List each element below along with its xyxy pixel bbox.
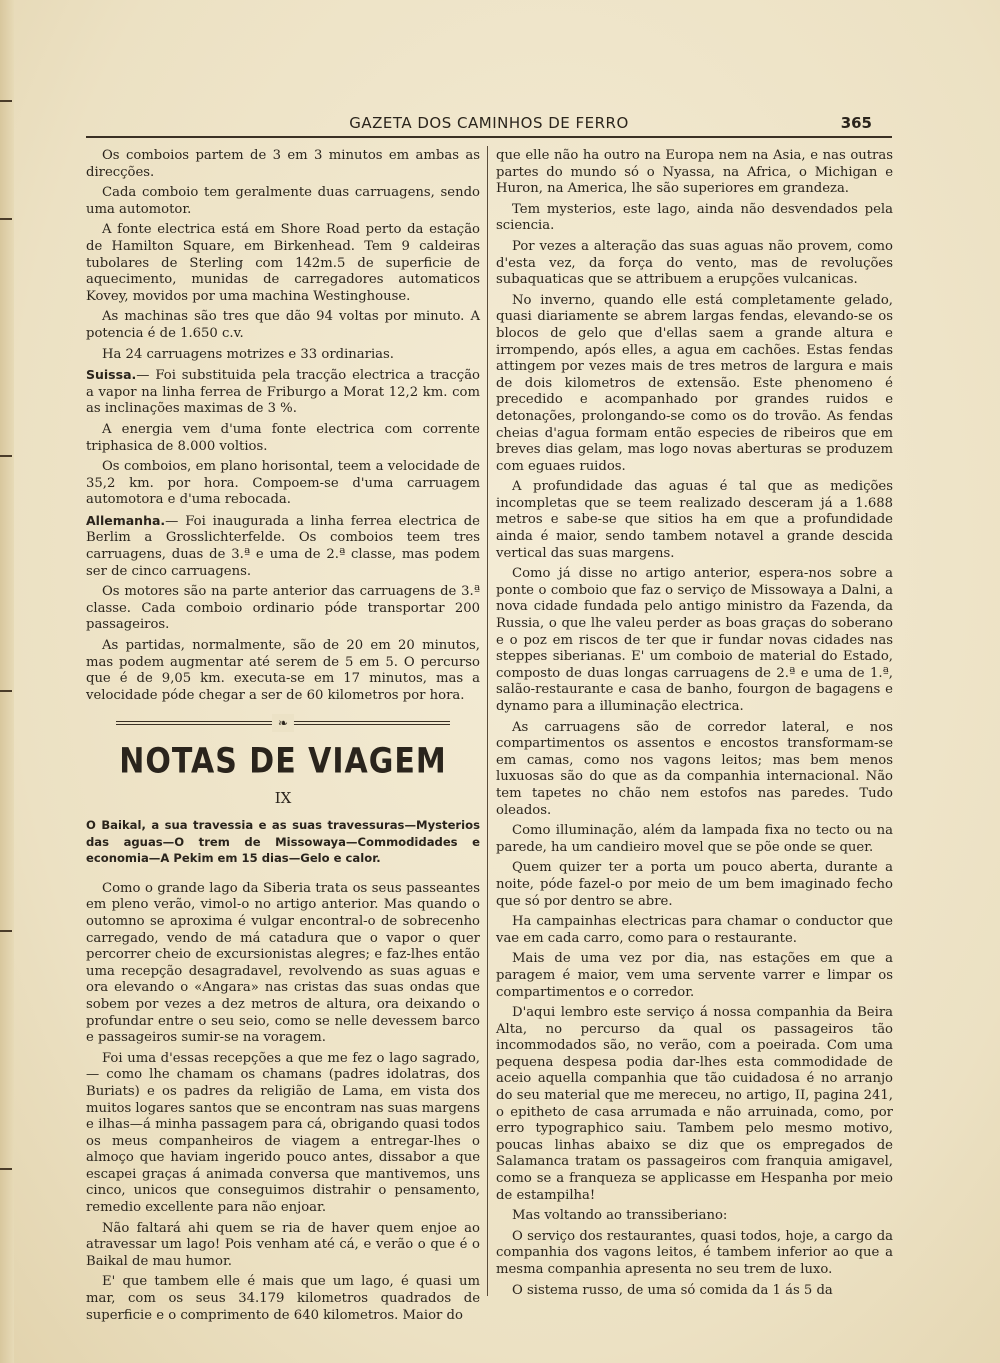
paragraph: Cada comboio tem geralmente duas carruagens, sendo uma automotor. xyxy=(86,185,480,217)
paragraph: No inverno, quando elle está completamente gelado, quasi diariamente se abrem largas fendas, elevando-se os blocos de gelo que d'ellas saem a grande altura e irrompendo, após elles, a agua em cachões. Estas fendas attingem por vezes mais de tres metros de largura e mais de dois kilometros de extensão. Este phenomeno é precedido e acompanhado por grandes ruidos e detonações, prolongando-se como os do trovão. As fendas cheias d'agua formam então especies de ribeiros que em breves dias gelam, mas logo novas aberturas se produzem com eguaes ruidos. xyxy=(496,292,893,474)
news-item-suissa xyxy=(86,367,480,418)
paragraph: Os motores são na parte anterior das carruagens de 3.ª classe. Cada comboio ordinario póde transportar 200 passageiros. xyxy=(86,584,480,633)
paragraph: Quem quizer ter a porta um pouco aberta, durante a noite, póde fazel-o por meio de um bem imaginado fecho que só por dentro se abre. xyxy=(496,860,893,909)
paragraph: O serviço dos restaurantes, quasi todos, hoje, a cargo da companhia dos vagons leitos, é tambem inferior ao que a mesma companhia apresenta no seu trem de luxo. xyxy=(496,1228,893,1277)
paragraph: Ha campainhas electricas para chamar o conductor que vae em cada carro, como para o restaurante. xyxy=(496,914,893,946)
news-item-lead: Allemanha. xyxy=(86,512,166,528)
section-divider-ornament xyxy=(86,714,480,732)
edge-mark xyxy=(0,100,12,102)
paragraph: Tem mysterios, este lago, ainda não desvendados pela sciencia. xyxy=(496,201,893,234)
paragraph: Por vezes a alteração das suas aguas não provem, como d'esta vez, da força do vento, mas de revoluções subaquaticas que se attribuem a erupções vulcanicas. xyxy=(496,238,893,288)
paragraph: A fonte electrica está em Shore Road perto da estação de Hamilton Square, em Birkenhead. Tem 9 caldeiras tubolares de Sterling com 142m.5 de superficie de aquecimento, munidas de carregadores automaticos Kovey, movidos por uma machina Westinghouse. xyxy=(86,222,480,304)
paragraph-continuation: que elle não ha outro na Europa nem na Asia, e nas outras partes do mundo só o Nyassa, na Africa, o Michigan e Huron, na America, lhe são superiores em grandeza. xyxy=(496,148,893,197)
news-item-text: — Foi inaugurada a linha ferrea electrica de Berlim a Grosslichterfelde. Os comboios teem tres carruagens, duas de 3.ª e uma de 2.ª classe, mas podem ser de cinco carruagens. xyxy=(86,513,480,579)
paragraph: E' que tambem elle é mais que um lago, é quasi um mar, com os seus 34.179 kilometros quadrados de superficie e o comprimento de 640 kilometros. Maior do xyxy=(86,1274,480,1323)
page-edge xyxy=(0,0,14,1363)
section-number: IX xyxy=(274,789,292,808)
page-number: 365 xyxy=(840,114,872,132)
right-column xyxy=(496,148,893,1308)
edge-mark xyxy=(0,690,12,692)
paragraph: Os comboios, em plano horisontal, teem a velocidade de 35,2 km. por hora. Compoem-se d'uma carruagem automotora e d'uma rebocada. xyxy=(86,459,480,508)
page-header xyxy=(86,112,892,138)
paragraph: Foi uma d'essas recepções a que me fez o lago sagrado, — como lhe chamam os chamans (padres idolatras, dos Buriats) e os padres da religião de Lama, em vista dos muitos logares santos que se encontram nas suas margens e ilhas—á minha passagem para cá, obrigando quasi todos os meus companheiros de viagem a entregar-lhes o almoço que haviam ingerido pouco antes, dissabor a que escapei graças á animada conversa que mantivemos, uns cinco, unicos que conseguimos distrahir o pensamento, remedio excellente para não enjoar. xyxy=(86,1050,480,1216)
news-item-allemanha xyxy=(86,513,480,580)
paragraph: Como illuminação, além da lampada fixa no tecto ou na parede, ha um candieiro movel que se põe onde se quer. xyxy=(496,823,893,855)
edge-mark xyxy=(0,1168,12,1170)
paragraph: A profundidade das aguas é tal que as medições incompletas que se teem realizado desceram já a 1.688 metros e sabe-se que sitios ha em que a profundidade ainda é maior, sendo tambem notavel a grande descida vertical das suas margens. xyxy=(496,479,893,561)
running-title: GAZETA DOS CAMINHOS DE FERRO xyxy=(349,114,629,132)
paragraph: A energia vem d'uma fonte electrica com corrente triphasica de 8.000 voltios. xyxy=(86,421,480,454)
paragraph: Não faltará ahi quem se ria de haver quem enjoe ao atravessar um lago! Pois venham até cá, e verão o que é o Baikal de mau humor. xyxy=(86,1220,480,1269)
ornament-icon: ❧ xyxy=(272,714,294,732)
section-title: NOTAS DE VIAGEM xyxy=(119,741,447,782)
paragraph: D'aqui lembro este serviço á nossa companhia da Beira Alta, no percurso da qual os passageiros tão incommodados são, no verão, com a poeirada. Com uma pequena despesa podia dar-lhes esta commodidade de aceio aquella companhia que tão cuidadosa é no arranjo do seu material que me mereceu, no artigo, II, pagina 241, o epitheto de casa arrumada e não arruinada, como, por erro typographico saiu. Tambem pelo mesmo motivo, poucas linhas abaixo se diz que os empregados de Salamanca tratam os passageiros com franquia amigavel, como se a franqueza se applicasse em Hespanha por meio de estampilha! xyxy=(496,1005,893,1203)
paragraph: Os comboios partem de 3 em 3 minutos em ambas as direcções. xyxy=(86,148,480,180)
news-item-text: — Foi substituida pela tracção electrica a tracção a vapor na linha ferrea de Friburgo a Morat 12,2 km. com as inclinações maximas de 3 %. xyxy=(86,368,480,417)
paragraph: Ha 24 carruagens motrizes e 33 ordinarias. xyxy=(102,346,394,362)
news-item-lead: Suissa. xyxy=(86,367,137,383)
paragraph: Como já disse no artigo anterior, espera-nos sobre a ponte o comboio que faz o serviço de Missowaya a Dalni, a nova cidade fundada pelo antigo ministro da Fazenda, da Russia, o que lhe valeu perder as boas graças do soberano e o poz em riscos de ter que ir fundar novas cidades nas steppes siberianas. E' um comboio de material do Estado, composto de duas longas carruagens de 2.ª e uma de 1.ª, salão-restaurante e casa de banho, fourgon de bagagens e dynamo para a illuminação electrica. xyxy=(496,566,893,714)
paragraph: O sistema russo, de uma só comida da 1 ás 5 da xyxy=(512,1282,833,1298)
paragraph: As carruagens são de corredor lateral, e nos compartimentos os assentos e encostos transformam-se em camas, como nos vagons leitos; mas bem menos luxuosas são do que as da companhia internacional. Não tem tapetes no chão nem estofos nas paredes. Tudo oleados. xyxy=(496,719,893,818)
article-summary: O Baikal, a sua travessia e as suas travessuras—Mysterios das aguas—O trem de Missowaya—Commodidades e economia—A Pekim em 15 dias—Gelo e calor. xyxy=(86,818,480,866)
column-divider xyxy=(487,146,488,1296)
paragraph: Mais de uma vez por dia, nas estações em que a paragem é maior, vem uma servente varrer e limpar os compartimentos e o corredor. xyxy=(496,951,893,1000)
edge-mark xyxy=(0,930,12,932)
paragraph: As partidas, normalmente, são de 20 em 20 minutos, mas podem augmentar até serem de 5 em 5. O percurso que é de 9,05 km. executa-se em 17 minutos, mas a velocidade póde chegar a ser de 60 kilometros por hora. xyxy=(86,638,480,703)
edge-mark xyxy=(0,218,12,220)
paragraph: Como o grande lago da Siberia trata os seus passeantes em pleno verão, vimol-o no artigo anterior. Mas quando o outomno se aproxima é vulgar encontral-o de sobrecenho carregado, vendo de má catadura que o vapor o quer percorrer cheio de excursionistas alegres; e faz-lhes então uma recepção desagradavel, revolvendo as suas aguas e ora elevando o «Angara» nas cristas das suas ondas que sobem por vezes a dez metros de altura, ora deixando o profundar entre o seu seio, como se nelle devessem barco e passageiros sumir-se na voragem. xyxy=(86,880,480,1046)
paragraph: As machinas são tres que dão 94 voltas por minuto. A potencia é de 1.650 c.v. xyxy=(86,309,480,341)
paragraph: Mas voltando ao transsiberiano: xyxy=(512,1208,728,1224)
edge-mark xyxy=(0,455,12,457)
left-column xyxy=(86,148,480,1323)
